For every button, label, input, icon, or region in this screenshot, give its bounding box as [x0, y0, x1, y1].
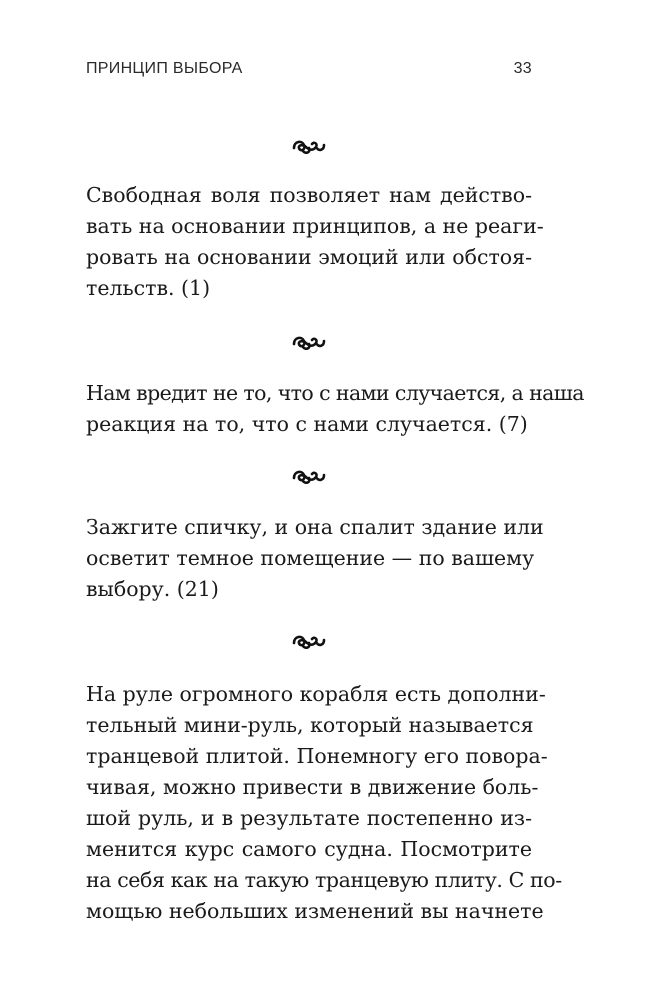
quote-4-line: менится курс самого судна. Посмотрите	[86, 837, 532, 861]
quote-4	[86, 679, 562, 927]
quote-3-line: осветит темное помещение — по вашему	[86, 546, 535, 570]
quote-4-line: шой руль, и в результате постепенно из-	[86, 806, 532, 830]
quote-1	[86, 180, 544, 304]
quote-4-line: На руле огромного корабля есть дополни-	[86, 682, 546, 706]
quote-2-line: Нам вредит не то, что с нами случается, а наша	[86, 381, 584, 405]
running-header	[86, 56, 532, 82]
quote-1-line: тельств. (1)	[86, 276, 211, 300]
fleuron-icon	[86, 128, 532, 164]
running-title: ПРИНЦИП ВЫБОРА	[86, 60, 243, 77]
quote-4-line: тельный мини-руль, который называется	[86, 713, 534, 737]
page-body	[86, 128, 584, 927]
quote-1-line: вать на основании принципов, а не реаги-	[86, 214, 544, 238]
fleuron-icon	[86, 623, 532, 659]
quote-1-line: ровать на основании эмоций или обстоя-	[86, 245, 532, 269]
quote-4-line: мощью небольших изменений вы начнете	[86, 899, 544, 923]
page-number: 33	[513, 60, 532, 77]
quote-2	[86, 378, 584, 440]
fleuron-icon	[86, 324, 532, 360]
fleuron-icon	[86, 458, 532, 494]
quote-1-line: Свободная воля позволяет нам действо-	[86, 183, 532, 207]
quote-3	[86, 512, 544, 605]
quote-3-line: выбору. (21)	[86, 577, 219, 601]
quote-4-line: на себя как на такую транцевую плиту. С по-	[86, 868, 562, 892]
quote-4-line: транцевой плитой. Понемногу его повора-	[86, 744, 548, 768]
quote-3-line: Зажгите спичку, и она спалит здание или	[86, 515, 544, 539]
quote-4-line: чивая, можно привести в движение боль-	[86, 775, 539, 799]
quote-2-line: реакция на то, что с нами случается. (7)	[86, 412, 528, 436]
